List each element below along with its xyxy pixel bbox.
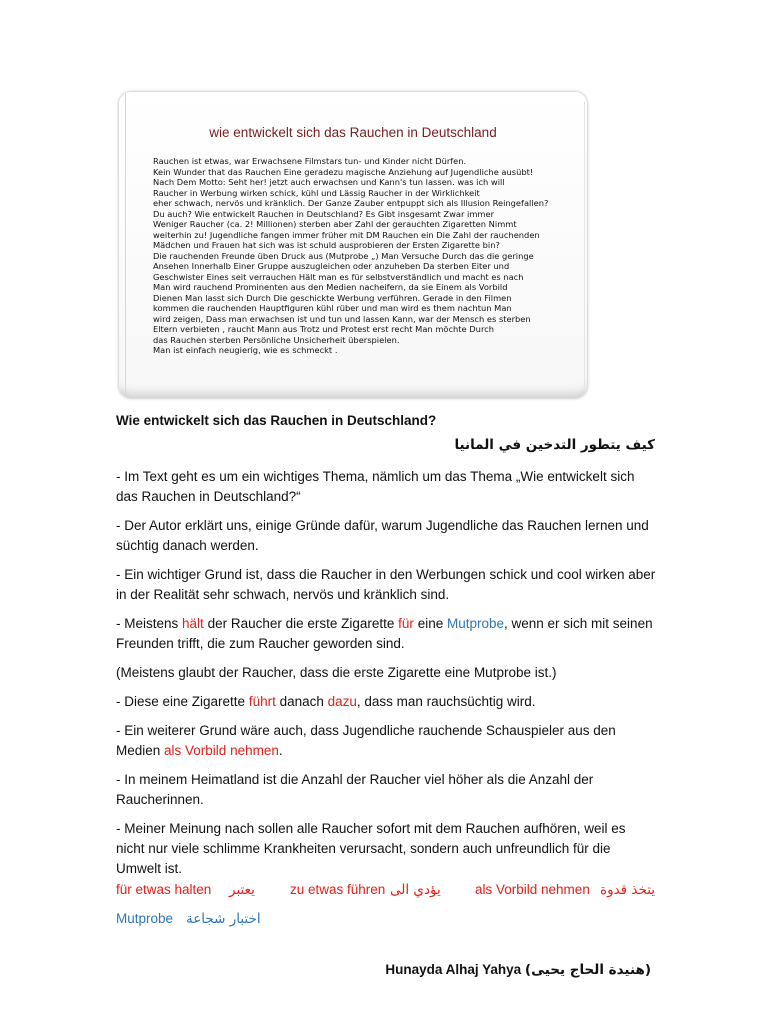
scan-line: wird zeigen, Dass man erwachsen ist und tun und lassen Kann, war der Mensch es sterben	[153, 313, 531, 324]
text-run: - Diese eine Zigarette	[116, 694, 249, 709]
scan-line: Nach Dem Motto: Seht her! jetzt auch erwachsen und Kann's tun lassen. was ich will	[153, 177, 505, 187]
scan-line: Man ist einfach neugierig, wie es schmeckt .	[153, 345, 338, 355]
scan-line: Dienen Man lasst sich Durch Die geschickte Werbung verführen. Gerade in den Filmen	[153, 292, 512, 303]
author-name-arabic: (هنيدة الحاج يحيى)	[524, 962, 651, 978]
paragraph-opinion: - Meiner Meinung nach sollen alle Raucher sofort mit dem Rauchen aufhören, weil es nicht nur viele schlimme Krankheiten verursacht, sondern auch unfreundlich für die Umwelt ist.	[116, 821, 626, 876]
author-signature	[385, 962, 651, 978]
paragraph-intro: - Im Text geht es um ein wichtiges Thema, nämlich um das Thema „Wie entwickelt sich das Rauchen in Deutschland?“	[116, 469, 635, 504]
text-run: , dass man rauchsüchtig wird.	[356, 694, 536, 709]
text-run: - Ein weiterer Grund wäre auch, dass Jugendliche rauchende Schauspieler aus den Medien	[116, 723, 616, 758]
scan-body	[153, 156, 563, 356]
scan-line: das Rauchen sterben Persönliche Unsicherheit überspielen.	[153, 334, 400, 345]
scan-line: Raucher in Werbung wirken schick, kühl und Lässig Raucher in der Wirklichkeit	[153, 187, 480, 198]
paragraph-mutprobe	[116, 614, 656, 654]
vocab-german: zu etwas führen	[290, 882, 386, 897]
paragraph-homeland: - In meinem Heimatland ist die Anzahl der Raucher viel höher als die Anzahl der Raucherinnen.	[116, 772, 594, 807]
document-heading: Wie entwickelt sich das Rauchen in Deutschland?	[116, 413, 437, 428]
arabic-heading: كيف يتطور التدخين في المانيا	[454, 437, 655, 453]
scan-line: Man wird rauchend Prominenten aus den Medien nacheifern, da sie Einem als Vorbild	[153, 282, 508, 292]
text-run: der Raucher die erste Zigarette	[203, 616, 399, 631]
text-run: danach	[275, 694, 328, 709]
scan-line: eher schwach, nervös und kränklich. Der Ganze Zauber entpuppt sich als Illusion Reingefallen?	[153, 198, 549, 208]
scan-line: kommen die rauchenden Hauptfiguren kühl rüber und man wird es them nachtun Man	[153, 303, 512, 313]
vocab-arabic: يعتبر	[229, 882, 255, 898]
scan-line: Mädchen und Frauen hat sich was ist schuld ausprobieren der Ersten Zigarette bin?	[153, 240, 500, 250]
paragraph-reason-advertising: - Ein wichtiger Grund ist, dass die Raucher in den Werbungen schick und cool wirken aber in der Realität sehr schwach, nervös und kränklich sind.	[116, 567, 656, 602]
vocab-arabic: يؤدي الى	[390, 882, 441, 898]
highlight-blue: Mutprobe	[446, 616, 505, 631]
scan-line: Rauchen ist etwas, war Erwachsene Filmstars tun- und Kinder nicht Dürfen.	[153, 156, 467, 166]
vocab-german: Mutprobe	[116, 911, 174, 926]
scan-line: Eltern verbieten , raucht Mann aus Trotz und Protest erst recht Man möchte Durch	[153, 324, 494, 334]
paragraph-author: - Der Autor erklärt uns, einige Gründe dafür, warum Jugendliche das Rauchen lernen und süchtig danach werden.	[116, 518, 649, 553]
author-name: Hunayda Alhaj Yahya	[385, 962, 522, 977]
vocab-arabic: اختبار شجاعة	[186, 911, 261, 927]
vocab-german: für etwas halten	[116, 882, 212, 897]
scan-line: Geschwister Eines seit verrauchen Hält man es für selbstverständlich und macht es nach	[153, 271, 524, 282]
paragraph-addiction	[116, 692, 656, 712]
highlight-red: für	[398, 616, 414, 631]
highlight-red: als Vorbild nehmen	[164, 743, 279, 758]
scan-line: Ansehen Innerhalb Einer Gruppe auszugleichen oder anzuheben Da sterben Eiter und	[153, 261, 510, 271]
text-run: , wenn er sich mit seinen Freunden trifft, die zum Raucher geworden sind.	[116, 616, 653, 651]
paragraph-belief: (Meistens glaubt der Raucher, dass die erste Zigarette eine Mutprobe ist.)	[116, 665, 557, 680]
text-run: .	[278, 743, 283, 758]
vocab-arabic: يتخذ قدوة	[600, 882, 656, 898]
paragraph-role-model	[116, 721, 656, 761]
highlight-red: führt	[248, 694, 276, 709]
vocabulary-line-2	[116, 911, 656, 931]
scanned-article-image	[119, 92, 587, 398]
vocab-german: als Vorbild nehmen	[475, 882, 590, 897]
scan-line: weiterhin zu! Jugendliche fangen immer früher mit DM Rauchen ein Die Zahl der rauchenden	[153, 229, 540, 240]
scan-line: Kein Wunder that das Rauchen Eine geradezu magische Anziehung auf Jugendliche ausübt!	[153, 166, 534, 177]
scan-title: wie entwickelt sich das Rauchen in Deutschland	[209, 125, 497, 140]
text-run: - Meistens	[116, 616, 183, 631]
scan-line: Du auch? Wie entwickelt Rauchen in Deutschland? Es Gibt insgesamt Zwar immer	[153, 208, 495, 219]
highlight-red: dazu	[327, 694, 357, 709]
scan-edge	[584, 102, 587, 388]
text-run: eine	[413, 616, 447, 631]
highlight-red: hält	[182, 616, 204, 631]
document-body	[116, 467, 656, 879]
vocabulary-line-1	[116, 882, 656, 902]
scan-line: Die rauchenden Freunde üben Druck aus (Mutprobe „) Man Versuche Durch das die geringe	[153, 250, 534, 261]
scan-line: Weniger Raucher (ca. 2! Millionen) sterben aber Zahl der gerauchten Zigaretten Nimmt	[153, 219, 517, 229]
